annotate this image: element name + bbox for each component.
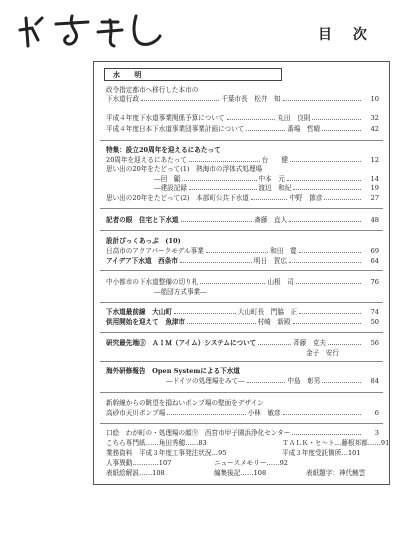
entry-page: 92	[279, 459, 288, 467]
leader-dots	[324, 194, 361, 200]
entry-author: 千葉市長 松井 知	[221, 95, 281, 103]
entry-subtitle: ―船団方式事業―	[154, 288, 207, 296]
misc-entry[interactable]: こちら専門紙……角田秀穂……83	[106, 439, 207, 447]
entry-title: 編集後記	[214, 469, 241, 477]
entry-page: 10	[370, 95, 379, 103]
entry-title: 人事異動	[106, 459, 133, 467]
entry-author: 小林 敏彦	[247, 409, 281, 417]
entry-author: 藤根邦都	[341, 439, 368, 447]
entry-title: 下水道行政	[106, 95, 139, 103]
toc-entry[interactable]	[106, 257, 379, 265]
leader-dots	[290, 156, 361, 162]
entry-title: 業務資料 平成３年度工事発注状況	[106, 449, 212, 457]
entry-author: 斉藤 克夫	[293, 339, 327, 347]
entry-title: 思い出の20年をたどって(2) 本部町公共下水道	[106, 194, 249, 202]
leader-dots	[187, 318, 255, 324]
toc-entry[interactable]	[106, 194, 379, 202]
toc-entry[interactable]	[154, 175, 379, 183]
cover-calligraphy-credit: 表紙題字：神代鮪雲	[306, 469, 366, 477]
entry-page: 6	[374, 409, 379, 417]
toc-entry[interactable]	[106, 156, 379, 164]
entry-page: 91	[380, 439, 390, 447]
leader-dots	[287, 175, 361, 181]
entry-page: 3	[374, 429, 379, 437]
entry-title: 下水道最前線 大山町	[106, 308, 172, 316]
entry-page: 69	[370, 247, 380, 255]
entry-author: 丸田 良則	[277, 114, 311, 122]
misc-entry[interactable]: ニュースメモリー……92	[214, 459, 288, 467]
leader-dots	[293, 318, 361, 324]
toc-entry[interactable]	[106, 114, 379, 122]
leader-dots	[283, 409, 361, 415]
entry-title: 研究最先端③ ＡＩＭ（アイム）システムについて	[106, 339, 257, 347]
leader-dots	[200, 278, 265, 284]
leader-dots	[141, 95, 219, 101]
toc-entry[interactable]	[106, 278, 379, 286]
entry-author: 山根 司	[267, 278, 294, 286]
entry-page: 95	[218, 449, 227, 457]
leader-dots	[296, 278, 361, 284]
entry-page: 83	[198, 439, 207, 447]
toc-entry[interactable]	[106, 125, 379, 133]
entry-author: 渡辺 和紀	[258, 184, 292, 192]
leader-dots	[292, 429, 361, 435]
divider	[100, 208, 383, 209]
entry-title: 平成４年度日本下水道事業団事業計画について	[106, 125, 245, 133]
entry-title: アイデア下水道 西条市	[106, 257, 178, 265]
leader-dots	[227, 114, 276, 120]
leader-dots	[174, 308, 236, 314]
entry-page: 107	[158, 459, 172, 467]
leader-dots	[181, 216, 253, 222]
toc-entry-title[interactable]: 思い出の20年をたどって(1) 熱海市の浮体式処理場	[106, 165, 263, 173]
entry-author: 金子 安行	[306, 349, 339, 357]
entry-title: 口絵 わが町の・処理場の顔⑨ 西宮市甲子園浜浄化センター	[106, 429, 291, 437]
entry-page: 27	[370, 194, 380, 202]
divider	[100, 270, 383, 271]
entry-author: 和田 寛	[270, 247, 297, 255]
leader-dots	[322, 125, 361, 131]
leader-dots	[167, 409, 245, 415]
entry-title: 供用開始を迎えて 魚津市	[106, 318, 186, 326]
entry-title: 平成４年度下水道事業関係予算について	[106, 114, 225, 122]
leader-dots	[180, 257, 252, 263]
entry-page: 74	[370, 308, 379, 316]
entry-page: 19	[370, 184, 379, 192]
toc-entry-title[interactable]: 海外研修報告 Open Systemによる下水道	[106, 367, 240, 375]
toc-heading: 目 次	[318, 27, 375, 43]
divider	[100, 392, 383, 393]
leader-dots	[182, 175, 256, 181]
toc-entry[interactable]	[106, 318, 379, 326]
entry-page: 108	[253, 469, 267, 477]
entry-title: こちら専門紙	[106, 439, 146, 447]
misc-entry[interactable]: 表紙絵解説……108	[106, 469, 165, 477]
entry-page: 64	[370, 257, 379, 265]
entry-author: 中本 元	[258, 175, 285, 183]
toc-entry[interactable]	[106, 247, 379, 255]
leader-dots	[328, 339, 361, 345]
toc-entry[interactable]	[106, 95, 379, 103]
misc-entry[interactable]: ＴＡＬＫ・ヒ～ト…藤根邦都……91	[282, 439, 390, 447]
entry-author: 番場 哲晴	[287, 125, 321, 133]
entry-author: 中野 節彦	[289, 194, 323, 202]
leader-dots	[293, 184, 361, 190]
leader-dots	[251, 194, 288, 200]
entry-page: 14	[370, 175, 379, 183]
leader-dots	[299, 247, 361, 253]
section-suimei: 水 明	[104, 68, 282, 81]
entry-author: 明日 賀広	[253, 257, 287, 265]
entry-title: 20周年を迎えるにあたって	[106, 156, 187, 164]
entry-page: 84	[370, 377, 380, 385]
entry-page: 32	[370, 114, 379, 122]
entry-title: ニュースメモリー	[214, 459, 267, 467]
divider	[100, 230, 383, 231]
divider	[100, 361, 383, 362]
entry-page: 76	[370, 278, 379, 286]
divider	[100, 332, 383, 333]
leader-dots	[289, 216, 361, 222]
divider	[100, 302, 383, 303]
entry-title: 表紙絵解説	[106, 469, 139, 477]
leader-dots	[312, 114, 361, 120]
entry-author: 角田秀穂	[158, 439, 186, 447]
entry-title: 記者の眼 住宅と下水道	[106, 216, 179, 224]
leader-dots	[299, 308, 361, 314]
entry-author: 村崎 新殿	[257, 318, 291, 326]
leader-dots	[258, 339, 291, 345]
misc-entry[interactable]: 業務資料 平成３年度工事発注状況…95	[106, 449, 227, 457]
entry-title: 中小都市の下水道整備の切り札	[106, 278, 199, 286]
entry-page: 101	[347, 449, 361, 457]
entry-title: ―建設記録	[154, 184, 187, 192]
entry-author: 台 健	[261, 156, 289, 164]
entry-title: ―回 顧	[154, 175, 181, 183]
misc-entry[interactable]: 編集後記……108	[214, 469, 267, 477]
section-heading: 設計ぴっくあっぷ (10)	[106, 237, 181, 245]
leader-dots	[189, 184, 257, 190]
feature-heading: 特集：設立20周年を迎えるにあたって	[106, 146, 221, 154]
toc-entry[interactable]	[106, 308, 379, 316]
entry-subtitle: ―ドイツの処理場をみて―	[166, 377, 245, 385]
toc-entry-title[interactable]: 政令指定都市へ移行した本市の	[106, 86, 199, 94]
misc-entry[interactable]: 人事異動…………107	[106, 459, 172, 467]
divider	[100, 423, 383, 424]
entry-title: 日高市のアクアパークモデル事業	[106, 247, 204, 255]
leader-dots	[206, 247, 268, 253]
toc-entry[interactable]	[166, 377, 379, 385]
entry-author: 大山町長 門脇 正	[237, 308, 298, 316]
leader-dots	[322, 377, 361, 383]
entry-title: 高砂市天川ポンプ場	[106, 409, 166, 417]
entry-page: 50	[370, 318, 379, 326]
toc-entry[interactable]	[106, 339, 379, 347]
entry-page: 42	[370, 125, 379, 133]
toc-entry-title[interactable]: 新幹線からの眺望を損ねいポンプ場の壁面をデザイン	[106, 399, 264, 407]
entry-title: ＴＡＬＫ・ヒ～ト	[282, 439, 335, 447]
entry-author: 中島 彰男	[287, 377, 321, 385]
toc-frame	[93, 61, 390, 485]
toc-entry[interactable]	[106, 216, 379, 224]
entry-page: 56	[370, 339, 379, 347]
entry-page: 12	[370, 156, 380, 164]
misc-entry[interactable]: 平成３年度受託箇所…101	[282, 449, 361, 457]
divider	[100, 140, 383, 141]
toc-entry[interactable]	[106, 429, 379, 437]
leader-dots	[189, 156, 260, 162]
leader-dots	[289, 257, 361, 263]
toc-entry[interactable]	[106, 409, 379, 417]
toc-entry[interactable]	[154, 184, 379, 192]
leader-dots	[247, 377, 286, 383]
entry-page: 48	[370, 216, 379, 224]
leader-dots	[246, 125, 285, 131]
magazine-logo	[18, 10, 188, 50]
leader-dots	[283, 95, 361, 101]
entry-title: 平成３年度受託箇所	[282, 449, 342, 457]
entry-author: 斎藤 直人	[254, 216, 288, 224]
entry-page: 108	[152, 469, 165, 477]
